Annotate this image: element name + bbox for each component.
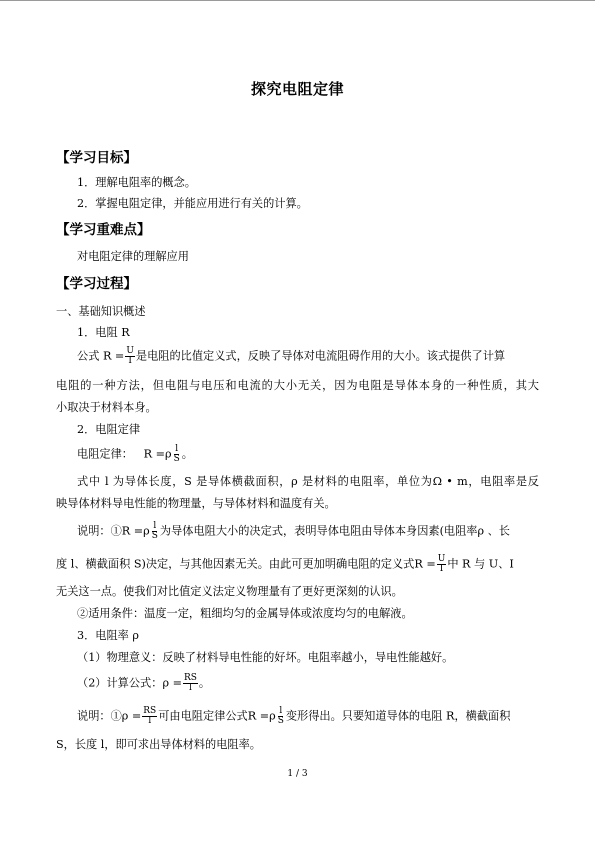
resistivity-item-1: （1）物理意义：反映了材料导电性能的好坏。电阻率越小，导电性能越好。	[77, 651, 454, 664]
fraction-denominator: l	[148, 716, 152, 726]
text-span: 是电阻的比值定义式，反映了导体对电流阻碍作用的大小。该式提供了计算	[135, 349, 506, 363]
goal-item-1: 1．理解电阻率的概念。	[77, 176, 196, 189]
text-span: （2）计算公式：	[77, 676, 163, 690]
formula-lhs: R =ρ	[121, 524, 150, 538]
fraction-numerator: l	[175, 444, 179, 454]
text-span: 。	[181, 447, 193, 461]
law-note-line-1	[77, 522, 510, 541]
text-span: 中 R 与 U、I	[447, 557, 514, 571]
text-span: 公式	[77, 349, 100, 363]
key-point-item: 对电阻定律的理解应用	[77, 250, 189, 263]
page-number: 1 / 3	[287, 769, 308, 779]
fraction-rs-over-l	[183, 674, 198, 693]
heading-learning-process: 【学习过程】	[56, 276, 137, 292]
resistance-line-3: 小取决于材料本身。	[56, 401, 157, 414]
fraction-denominator: I	[439, 564, 444, 574]
subsection-resistance-law: 2．电阻定律	[77, 423, 141, 436]
formula-lhs: ρ =	[162, 676, 182, 690]
text-span: 可由电阻定律公式	[158, 709, 248, 723]
text-span: 说明：①	[77, 709, 122, 723]
fraction-u-over-i	[437, 555, 447, 574]
fraction-numerator: RS	[183, 673, 197, 683]
law-note-line-3: 无关这一点。使我们对比值定义法定义物理量有了更好更深刻的认识。	[56, 585, 403, 598]
goal-item-2: 2．掌握电阻定律，并能应用进行有关的计算。	[77, 197, 308, 210]
fraction-l-over-s	[277, 707, 285, 726]
formula-lhs: R =ρ	[143, 447, 172, 461]
top-border-line	[0, 0, 595, 1]
text-span: 电阻定律：	[77, 447, 133, 461]
fraction-numerator: U	[126, 346, 134, 356]
fraction-denominator: S	[173, 454, 180, 464]
formula-lhs: R =	[102, 349, 125, 363]
fraction-denominator: l	[188, 683, 192, 693]
resistivity-note-line-2: S，长度 l，即可求出导体材料的电阻率。	[56, 738, 261, 751]
formula-lhs: R =	[414, 557, 436, 571]
fraction-l-over-s	[151, 522, 159, 541]
heading-key-points: 【学习重难点】	[56, 222, 151, 238]
fraction-denominator: S	[151, 531, 158, 541]
fraction-denominator: S	[277, 716, 284, 726]
resistivity-item-2	[77, 674, 210, 693]
text-span: 变形得出。只要知道导体的电阻 R，横截面积	[285, 709, 511, 723]
formula-lhs: R =ρ	[247, 709, 276, 723]
fraction-numerator: l	[279, 706, 283, 716]
fraction-rs-over-l	[142, 707, 157, 726]
resistivity-note-line-1	[77, 707, 510, 726]
text-span: 说明：①	[77, 524, 122, 538]
text-span: 度 l、横截面积 S)决定，与其他因素无关。由此可更加明确电阻的定义式	[56, 557, 415, 571]
page-title: 探究电阻定律	[250, 80, 344, 98]
fraction-denominator: I	[128, 356, 132, 366]
resistance-line-2: 电阻的一种方法，但电阻与电压和电流的大小无关，因为电阻是导体本身的一种性质，其大	[56, 379, 539, 392]
subsection-resistance: 1．电阻 R	[77, 326, 130, 339]
law-description-line-1: 式中 l 为导体长度，S 是导体横截面积，ρ 是材料的电阻率，单位为Ω • m，电阻率是反	[77, 475, 539, 488]
heading-learning-goals: 【学习目标】	[56, 150, 137, 166]
section-basic-overview: 一、基础知识概述	[56, 305, 146, 318]
law-note-line-4: ②适用条件：温度一定，粗细均匀的金属导体或浓度均匀的电解液。	[77, 607, 413, 620]
resistance-line-1	[77, 347, 505, 366]
fraction-numerator: l	[153, 521, 157, 531]
law-note-line-2	[56, 555, 514, 574]
fraction-u-over-i	[125, 347, 135, 366]
law-description-line-2: 映导体材料导电性能的物理量，与导体材料和温度有关。	[56, 497, 336, 510]
text-span: 。	[198, 676, 211, 690]
formula-lhs: ρ =	[121, 709, 142, 723]
fraction-numerator: RS	[143, 706, 157, 716]
fraction-numerator: U	[437, 554, 446, 564]
subsection-resistivity: 3．电阻率 ρ	[77, 629, 140, 642]
law-formula-line	[77, 445, 193, 464]
fraction-l-over-s	[173, 445, 181, 464]
text-span: 为导体电阻大小的决定式，表明导体电阻由导体本身因素(电阻率ρ 、长	[159, 524, 510, 538]
